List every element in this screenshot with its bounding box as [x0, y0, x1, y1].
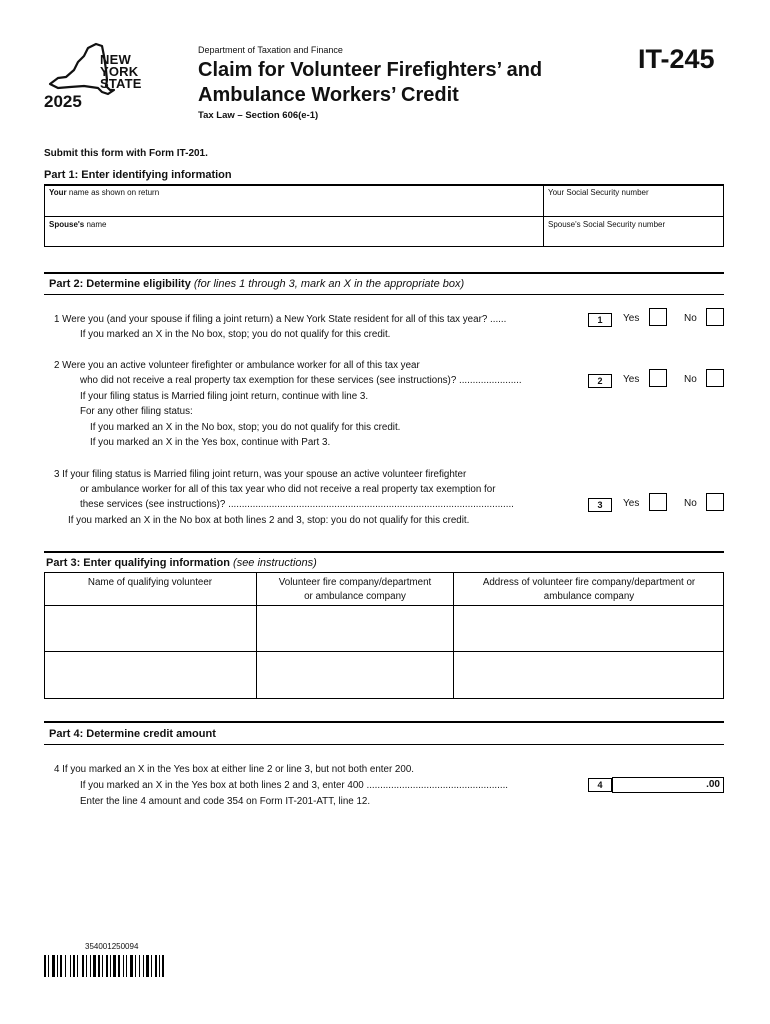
submit-note: Submit this form with Form IT-201. [44, 148, 208, 159]
line4-amount-input[interactable] [612, 777, 724, 793]
barcode [44, 955, 196, 977]
department-name: Department of Taxation and Finance [198, 45, 343, 55]
line1-yes-label: Yes [623, 313, 640, 324]
line1-instruction: If you marked an X in the No box, stop; you do not qualify for this credit. [80, 329, 391, 340]
your-name-label: Your name as shown on return [49, 188, 160, 197]
barcode-bar [155, 955, 157, 977]
part4-rule [44, 721, 724, 723]
barcode-bar [118, 955, 120, 977]
part1-title: Part 1: Enter identifying information [44, 169, 232, 181]
barcode-number: 354001250094 [85, 942, 139, 951]
line1-no-checkbox[interactable] [706, 308, 724, 326]
line4-box: 4 [588, 778, 612, 792]
line2-yes-label: Yes [623, 374, 640, 385]
line3-yes-label: Yes [623, 498, 640, 509]
barcode-bar [113, 955, 116, 977]
barcode-bar [98, 955, 100, 977]
form-title-line2: Ambulance Workers’ Credit [198, 84, 459, 106]
tax-year: 2025 [44, 92, 82, 111]
barcode-bar [57, 955, 58, 977]
col-volunteer-name: Name of qualifying volunteer [87, 577, 213, 588]
part3-rule [44, 551, 724, 553]
form-number: IT-245 [638, 44, 715, 74]
part2-title-note: (for lines 1 through 3, mark an X in the appropriate box) [193, 278, 465, 290]
barcode-bar [143, 955, 144, 977]
line2-question: 2 Were you an active volunteer firefighter or ambulance worker for all of this tax year [54, 360, 420, 371]
nys-logo [44, 40, 156, 112]
line3-no-checkbox[interactable] [706, 493, 724, 511]
line1-box: 1 [588, 313, 612, 327]
barcode-bar [123, 955, 124, 977]
line3-stop-instruction: If you marked an X in the No box at both lines 2 and 3, stop: you do not qualify for this credit. [68, 515, 470, 526]
barcode-bar [48, 955, 49, 977]
barcode-bar [52, 955, 55, 977]
part2-rule [44, 272, 724, 274]
logo-line-state: STATE [100, 76, 142, 91]
line3-box: 3 [588, 498, 612, 512]
row2-address-input[interactable] [454, 652, 723, 698]
line2-yes-checkbox[interactable] [649, 369, 667, 387]
barcode-bar [60, 955, 62, 977]
line2-no-instruction: If you marked an X in the No box, stop; you do not qualify for this credit. [90, 422, 401, 433]
spouse-name-label: Spouse's name [49, 220, 107, 229]
line4-cents: .00 [706, 779, 720, 790]
form-title [198, 58, 618, 108]
barcode-bar [93, 955, 96, 977]
part2-title: Part 2: Determine eligibility (for lines 1 through 3, mark an X in the appropriate box) [49, 278, 465, 290]
line4-instruction-c: Enter the line 4 amount and code 354 on Form IT-201-ATT, line 12. [80, 796, 371, 807]
line4-instruction-a: 4 If you marked an X in the Yes box at either line 2 or line 3, but not both enter 200. [54, 764, 415, 775]
part3-title: Part 3: Enter qualifying information (see instructions) [46, 557, 317, 569]
line2-no-checkbox[interactable] [706, 369, 724, 387]
part4-subrule [44, 744, 724, 745]
tax-law-reference: Tax Law – Section 606(e-1) [198, 110, 319, 121]
spouse-name-field[interactable] [44, 216, 544, 247]
your-ssn-label: Your Social Security number [548, 188, 649, 197]
spouse-ssn-label: Spouse's Social Security number [548, 220, 666, 229]
part2-subrule [44, 294, 724, 295]
barcode-bar [73, 955, 75, 977]
barcode-bar [82, 955, 84, 977]
barcode-bar [110, 955, 111, 977]
row1-address-input[interactable] [454, 606, 723, 651]
barcode-bar [146, 955, 149, 977]
row1-company-input[interactable] [257, 606, 453, 651]
line1-no-label: No [684, 313, 697, 324]
barcode-bar [126, 955, 127, 977]
barcode-bar [44, 955, 46, 977]
barcode-bar [65, 955, 66, 977]
barcode-bar [90, 955, 91, 977]
col-company: Volunteer fire company/department or ambulance company [278, 577, 432, 602]
barcode-bar [162, 955, 164, 977]
barcode-bar [130, 955, 133, 977]
form-title-line1: Claim for Volunteer Firefighters’ and [198, 59, 543, 81]
line3-question-end: these services (see instructions)? ......................................................................................................... [80, 499, 514, 510]
barcode-bar [70, 955, 71, 977]
your-name-field[interactable] [44, 185, 544, 217]
barcode-bar [159, 955, 160, 977]
row2-volunteer-name-input[interactable] [45, 652, 256, 698]
logo-line-york: YORK [100, 64, 139, 79]
line2-box: 2 [588, 374, 612, 388]
spouse-ssn-field[interactable] [543, 216, 724, 247]
line2-other-status: For any other filing status: [80, 406, 193, 417]
line4-instruction-b: If you marked an X in the Yes box at both lines 2 and 3, enter 400 .................................................... [80, 780, 509, 791]
barcode-bar [77, 955, 78, 977]
line2-question-cont: who did not receive a real property tax exemption for these services (see instructions)? ....................... [80, 375, 522, 386]
barcode-bar [86, 955, 87, 977]
your-ssn-field[interactable] [543, 185, 724, 217]
barcode-bar [106, 955, 108, 977]
logo-line-new: NEW [100, 52, 131, 67]
line3-question-cont: or ambulance worker for all of this tax year who did not receive a real property tax exemption for [80, 484, 496, 495]
barcode-bar [135, 955, 136, 977]
line3-yes-checkbox[interactable] [649, 493, 667, 511]
line3-question: 3 If your filing status is Married filing joint return, was your spouse an active volunteer firefighter [54, 469, 467, 480]
line2-mfj-instruction: If your filing status is Married filing joint return, continue with line 3. [80, 391, 369, 402]
logo-wordmark [100, 54, 142, 90]
barcode-bar [139, 955, 140, 977]
row2-company-input[interactable] [257, 652, 453, 698]
line2-yes-instruction: If you marked an X in the Yes box, continue with Part 3. [90, 437, 331, 448]
line2-no-label: No [684, 374, 697, 385]
part3-title-note: (see instructions) [233, 557, 317, 569]
barcode-bar [151, 955, 152, 977]
line1-yes-checkbox[interactable] [649, 308, 667, 326]
line3-no-label: No [684, 498, 697, 509]
line1-question: 1 Were you (and your spouse if filing a joint return) a New York State resident for all of this tax year? ...... [54, 314, 507, 325]
row1-volunteer-name-input[interactable] [45, 606, 256, 651]
barcode-bar [102, 955, 103, 977]
col-address: Address of volunteer fire company/department or ambulance company [482, 577, 696, 602]
part4-title: Part 4: Determine credit amount [49, 728, 216, 740]
